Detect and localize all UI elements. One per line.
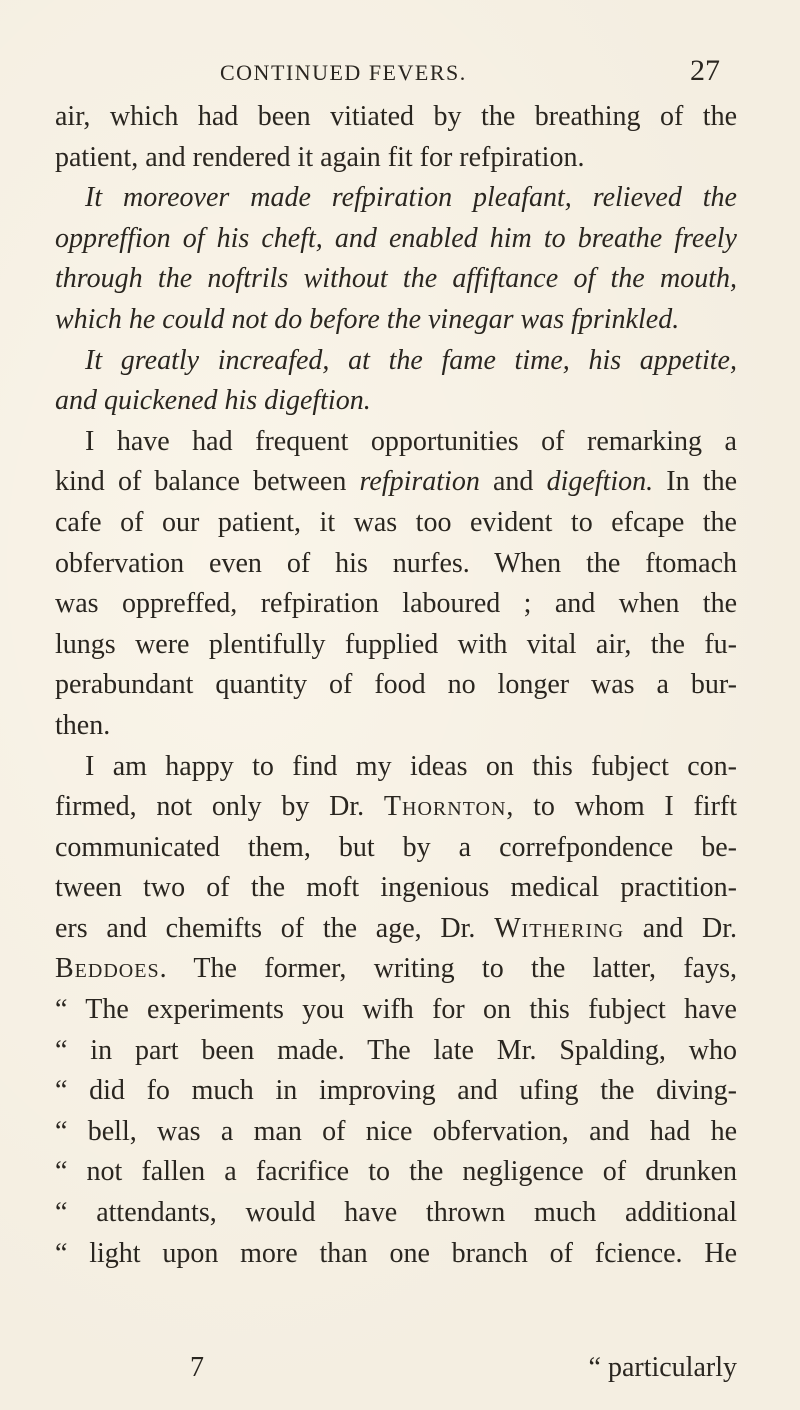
italic-text: digeftion. (546, 466, 654, 498)
text-line (55, 1031, 737, 1072)
text-run: was oppreffed, refpiration laboured ; and when the (55, 588, 737, 620)
text-run: ers and chemifts of the age, Dr. (55, 912, 495, 944)
small-caps-name: Beddoes (55, 953, 160, 985)
text-run: “ light upon more than one branch of fcience. He (55, 1237, 737, 1269)
text-line (55, 422, 737, 463)
text-run: patient, and rendered it again fit for refpiration. (55, 141, 585, 173)
text-run: “ bell, was a man of nice obfervation, and had he (55, 1115, 737, 1147)
text-run: cafe of our patient, it was too evident to efcape the (55, 506, 737, 538)
text-run: lungs were plentifully fupplied with vital air, the fu- (55, 628, 737, 660)
small-caps-name: Thornton (383, 791, 507, 823)
text-line (55, 990, 737, 1031)
text-line (55, 1193, 737, 1234)
italic-text: oppreffion of his cheft, and enabled him to breathe freely (55, 222, 737, 254)
text-line (55, 138, 737, 179)
text-line (55, 909, 737, 950)
text-run: air, which had been vitiated by the breathing of the (55, 101, 737, 132)
text-line (55, 706, 737, 747)
text-line (55, 219, 737, 260)
text-line (55, 300, 737, 341)
signature-mark: 7 (190, 1352, 204, 1383)
italic-text: and quickened his digeftion. (55, 385, 371, 417)
text-run: In the (653, 466, 737, 498)
text-run: “ attendants, would have thrown much additional (55, 1197, 737, 1229)
text-run: , to whom I firft (506, 791, 737, 823)
text-run: I am happy to find my ideas on this fubject con- (85, 750, 737, 782)
body-text (55, 97, 737, 1274)
text-line (55, 544, 737, 585)
text-run: tween two of the moft ingenious medical practition- (55, 872, 737, 904)
italic-text: refpiration (359, 466, 480, 498)
text-line (55, 828, 737, 869)
text-line (55, 381, 737, 422)
text-line (55, 949, 737, 990)
text-run: kind of balance between (55, 466, 360, 498)
italic-text: It moreover made refpiration pleafant, relieved the (85, 182, 737, 214)
text-line (55, 178, 737, 219)
text-run: communicated them, but by a correfpondence be- (55, 831, 737, 863)
text-line (55, 462, 737, 503)
text-line (55, 1112, 737, 1153)
italic-text: through the noftrils without the affiftance of the mouth, (55, 263, 737, 295)
text-run: “ in part been made. The late Mr. Spalding, who (55, 1034, 737, 1066)
text-line (55, 584, 737, 625)
text-line (55, 259, 737, 300)
text-line (55, 503, 737, 544)
text-run: and (479, 466, 547, 498)
text-line (55, 1152, 737, 1193)
text-run: “ The experiments you wifh for on this fubject have (55, 994, 737, 1026)
catchline (55, 1352, 737, 1392)
text-line (55, 787, 737, 828)
italic-text: It greatly increafed, at the fame time, his appetite, (85, 344, 737, 376)
text-line (55, 665, 737, 706)
text-run: obfervation even of his nurfes. When the ftomach (55, 547, 737, 579)
running-head (60, 50, 720, 90)
text-line (55, 341, 737, 382)
text-line (55, 868, 737, 909)
text-run: and Dr. (624, 912, 737, 944)
text-line (55, 625, 737, 666)
catchword: “ particularly (588, 1352, 737, 1383)
text-line (55, 97, 737, 138)
text-line (55, 1071, 737, 1112)
italic-text: which he could not do before the vinegar was fprinkled. (55, 303, 680, 335)
text-line (55, 747, 737, 788)
text-run: then. (55, 709, 111, 741)
text-run: . The former, writing to the latter, fays, (159, 953, 737, 985)
text-run: perabundant quantity of food no longer was a bur- (55, 669, 737, 701)
text-line (55, 1234, 737, 1275)
text-run: “ did fo much in improving and ufing the diving- (55, 1075, 737, 1107)
text-run: “ not fallen a facrifice to the negligence of drunken (55, 1156, 737, 1188)
running-title: CONTINUED FEVERS. (220, 60, 467, 85)
page-number: 27 (690, 54, 720, 87)
text-run: firmed, not only by Dr. (55, 791, 384, 823)
text-run: I have had frequent opportunities of remarking a (85, 425, 737, 457)
small-caps-name: Withering (494, 912, 625, 944)
